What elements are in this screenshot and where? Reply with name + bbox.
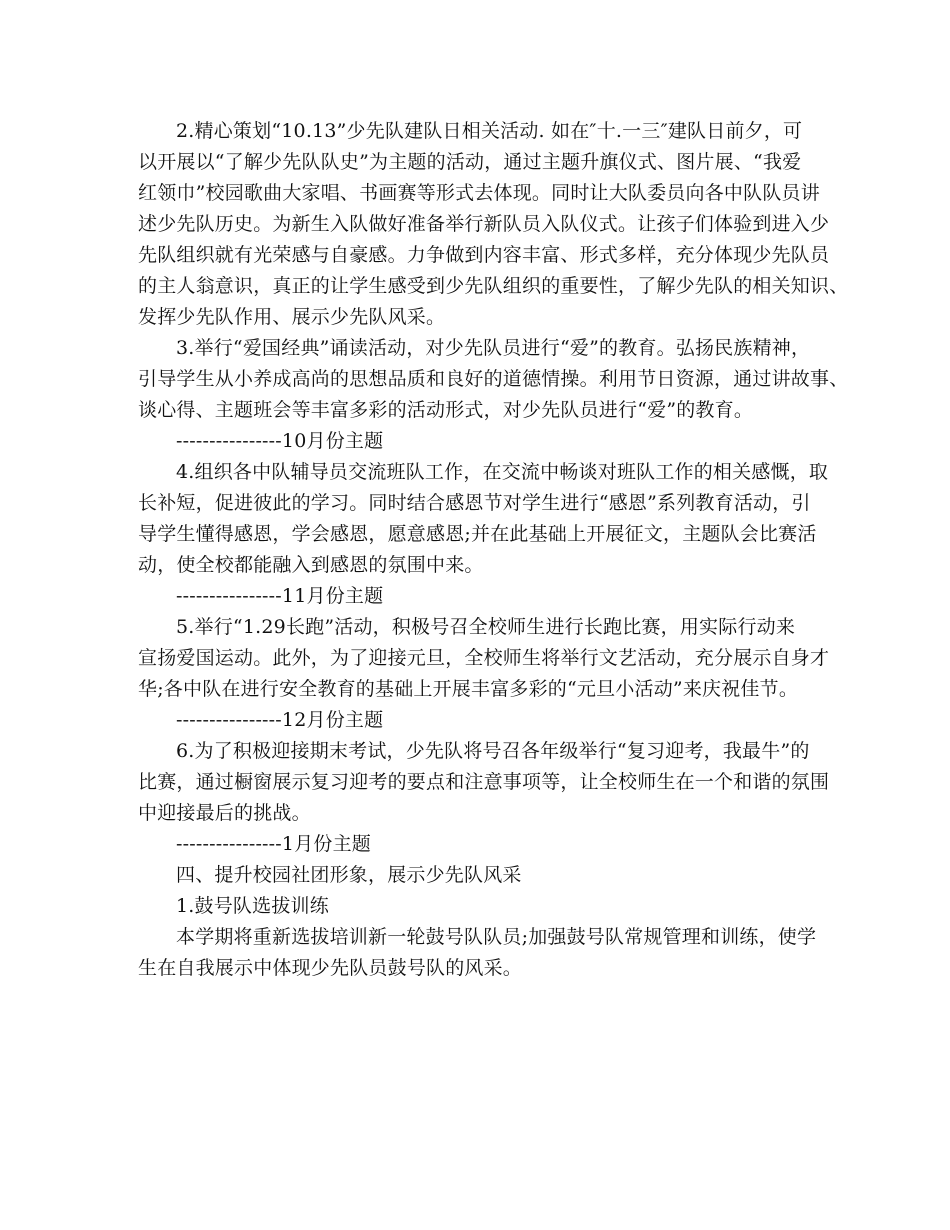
text-line: 引导学生从小养成高尚的思想品质和良好的道德情操。利用节日资源，通过讲故事、 xyxy=(138,368,849,390)
subsection-heading: 1.鼓号队选拔训练 xyxy=(176,895,329,917)
text-line: 4.组织各中队辅导员交流班队工作，在交流中畅谈对班队工作的相关感慨，取 xyxy=(176,461,829,483)
text-line: 比赛，通过橱窗展示复习迎考的要点和注意事项等，让全校师生在一个和谐的氛围 xyxy=(138,771,830,793)
text-line: 5.举行“1.29长跑”活动，积极号召全校师生进行长跑比赛，用实际行动来 xyxy=(176,616,796,638)
text-line: 6.为了积极迎接期末考试，少先队将号召各年级举行“复习迎考，我最牛”的 xyxy=(176,740,810,762)
month-theme-label: ----------------10月份主题 xyxy=(176,430,384,452)
text-line: 长补短，促进彼此的学习。同时结合感恩节对学生进行“感恩”系列教育活动，引 xyxy=(138,492,811,514)
text-line: 宣扬爱国运动。此外，为了迎接元旦，全校师生将举行文艺活动，充分展示自身才 xyxy=(138,647,830,669)
text-line: 2.精心策划“10.13”少先队建队日相关活动. 如在″十.一三″建队日前夕，可 xyxy=(176,120,803,142)
text-line: 华;各中队在进行安全教育的基础上开展丰富多彩的“元旦小活动”来庆祝佳节。 xyxy=(138,678,799,700)
text-line: 红领巾”校园歌曲大家唱、书画赛等形式去体现。同时让大队委员向各中队队员讲 xyxy=(138,182,820,204)
text-line: 以开展以“了解少先队队史”为主题的活动，通过主题升旗仪式、图片展、“我爱 xyxy=(138,151,802,173)
text-line: 生在自我展示中体现少先队员鼓号队的风采。 xyxy=(138,957,523,979)
month-theme-label: ----------------12月份主题 xyxy=(176,709,384,731)
section-heading: 四、提升校园社团形象，展示少先队风采 xyxy=(176,864,522,886)
month-theme-label: ----------------11月份主题 xyxy=(176,585,384,607)
text-line: 3.举行“爱国经典”诵读活动，对少先队员进行“爱”的教育。弘扬民族精神， xyxy=(176,337,811,359)
month-theme-label: ----------------1月份主题 xyxy=(176,833,372,855)
text-line: 述少先队历史。为新生入队做好准备举行新队员入队仪式。让孩子们体验到进入少 xyxy=(138,213,830,235)
text-line: 动，使全校都能融入到感恩的氛围中来。 xyxy=(138,554,484,576)
text-line: 先队组织就有光荣感与自豪感。力争做到内容丰富、形式多样，充分体现少先队员 xyxy=(138,244,830,266)
document-page xyxy=(138,116,849,984)
text-line: 本学期将重新选拔培训新一轮鼓号队队员;加强鼓号队常规管理和训练，使学 xyxy=(176,926,817,948)
text-line: 谈心得、主题班会等丰富多彩的活动形式，对少先队员进行“爱”的教育。 xyxy=(138,399,754,421)
text-line: 中迎接最后的挑战。 xyxy=(138,802,311,824)
text-line: 的主人翁意识，真正的让学生感受到少先队组织的重要性，了解少先队的相关知识、 xyxy=(138,275,849,297)
text-line: 发挥少先队作用、展示少先队风采。 xyxy=(138,306,446,328)
text-line: 导学生懂得感恩，学会感恩，愿意感恩;并在此基础上开展征文，主题队会比赛活 xyxy=(138,523,817,545)
